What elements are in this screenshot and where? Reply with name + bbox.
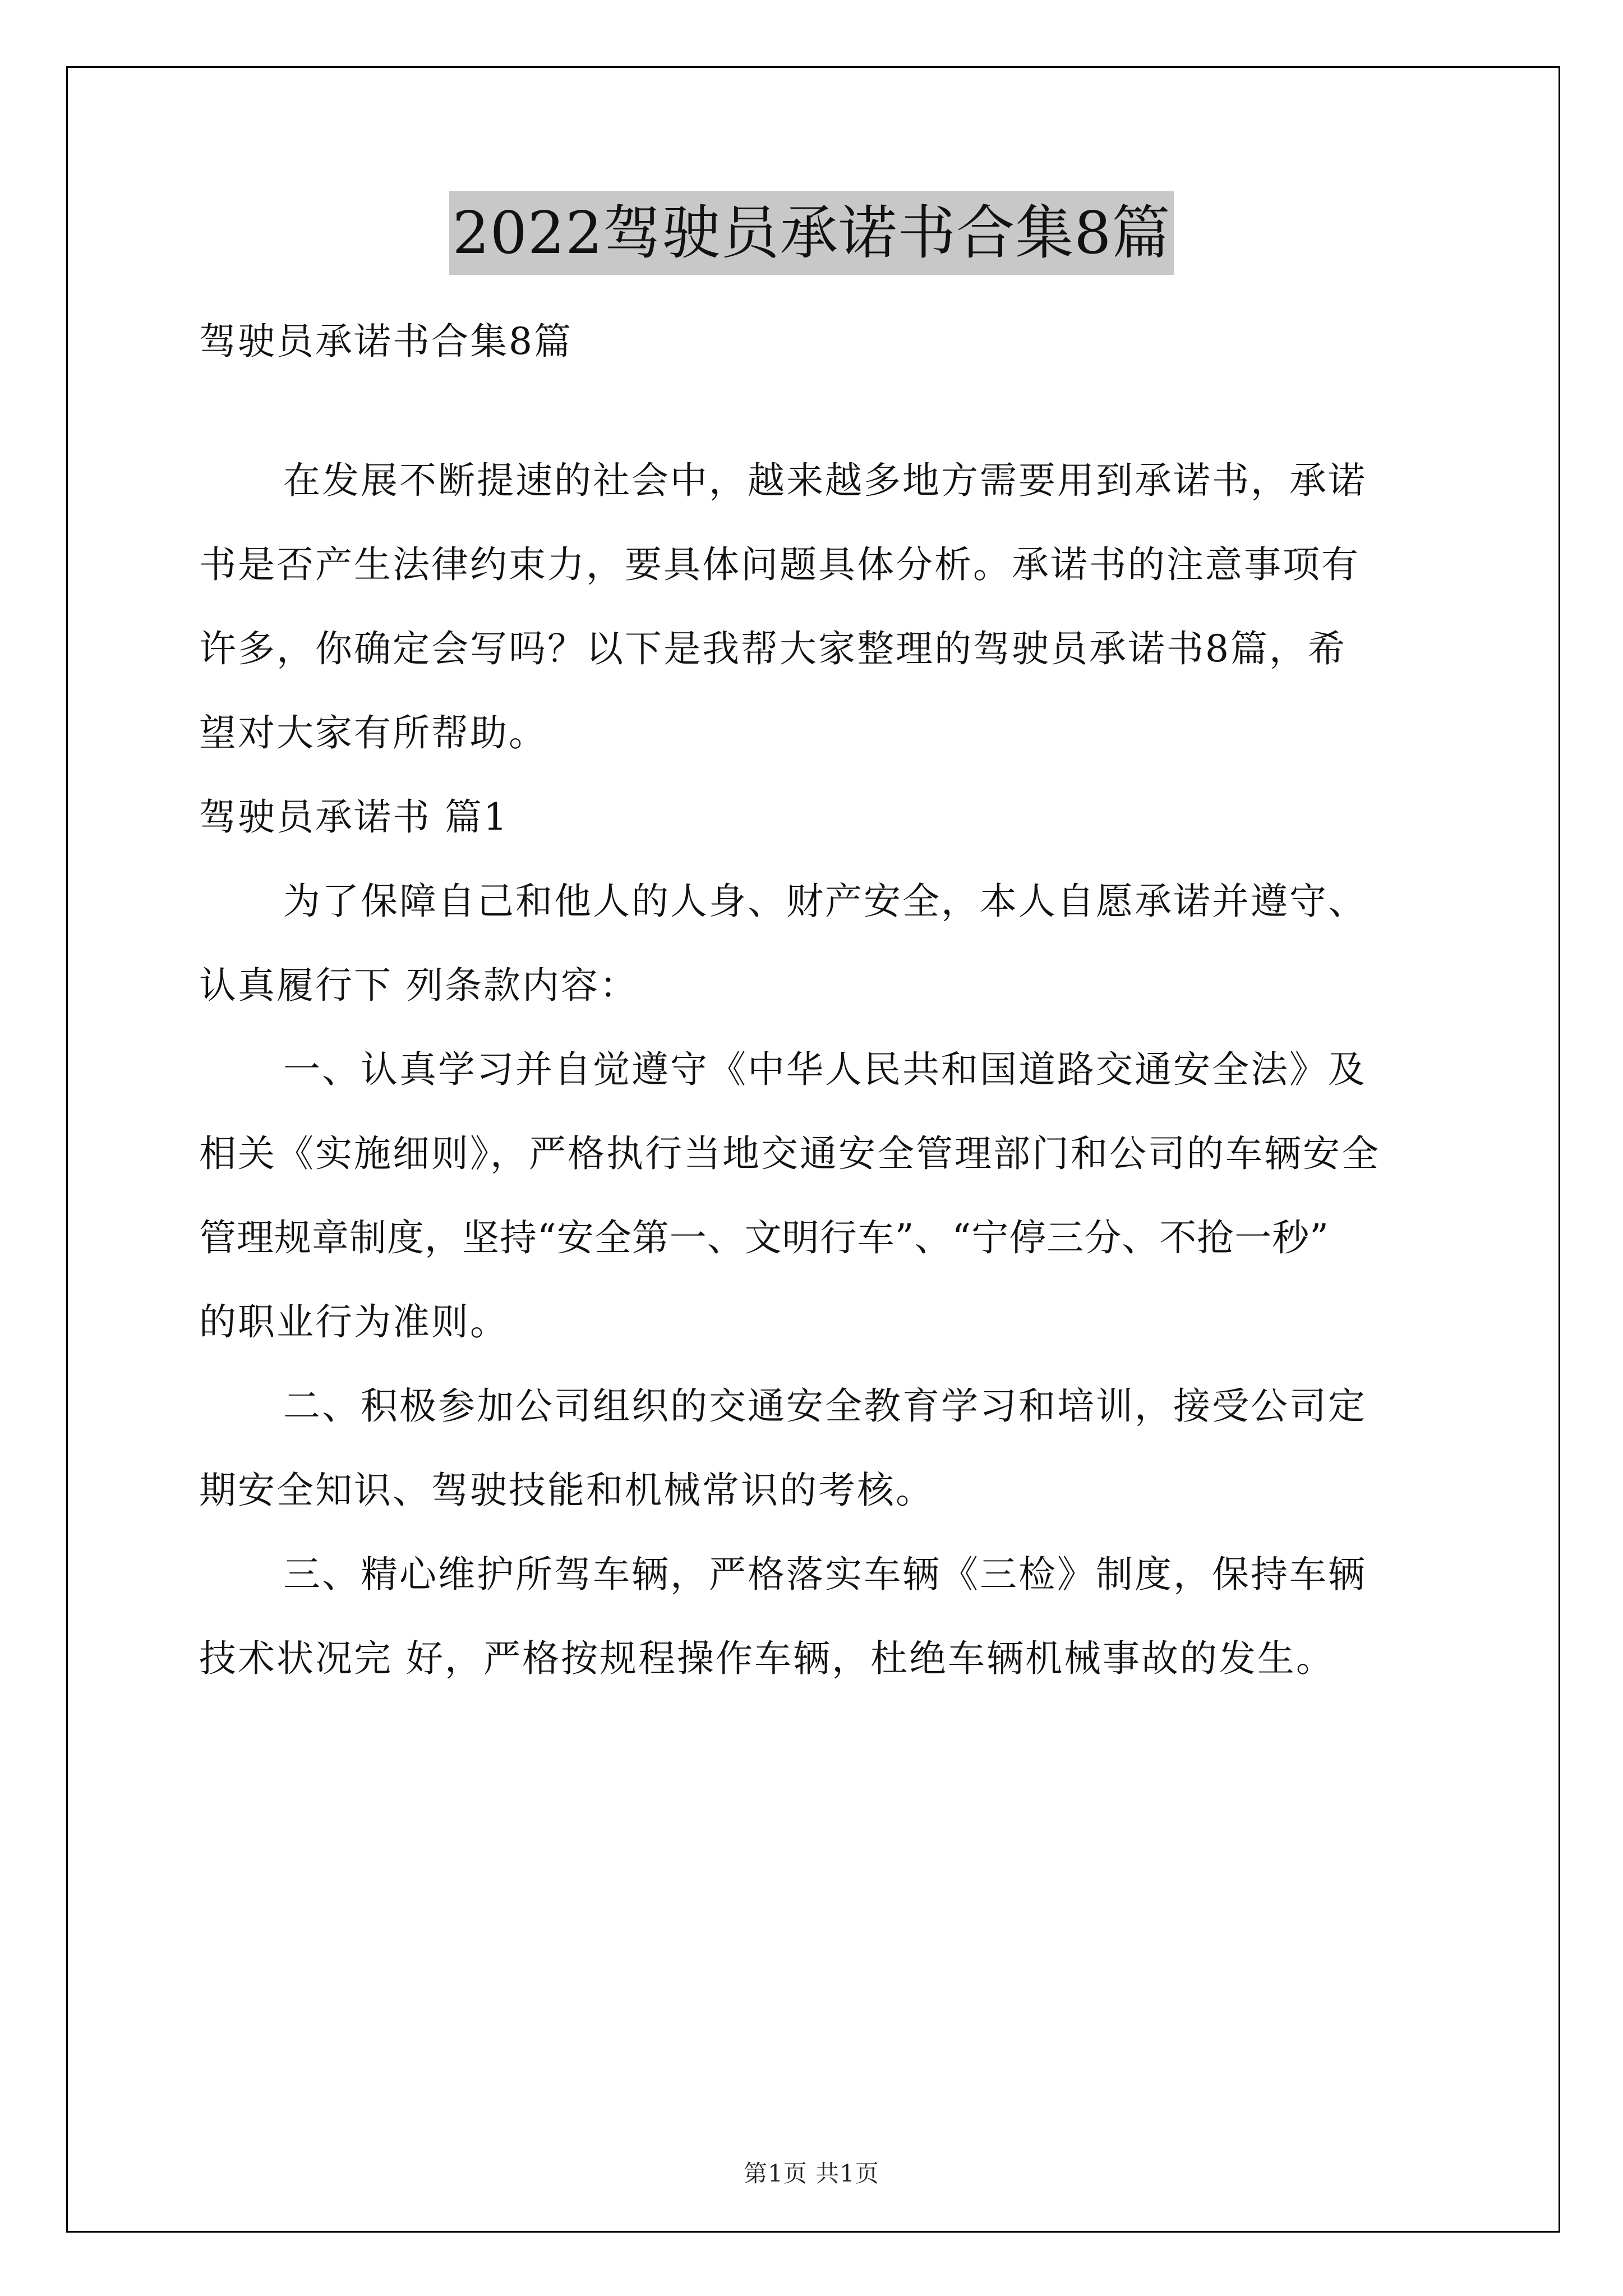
section-line: 技术状况完 好，严格按规程操作车辆，杜绝车辆机械事故的发生。 xyxy=(199,1637,1335,1680)
subtitle: 驾驶员承诺书合集8篇 xyxy=(199,320,573,363)
section-line: 一、认真学习并自觉遵守《中华人民共和国道路交通安全法》及 xyxy=(283,1048,1367,1091)
section-line: 认真履行下 列条款内容： xyxy=(199,964,638,1007)
section-line: 期安全知识、驾驶技能和机械常识的考核。 xyxy=(199,1469,934,1512)
intro-line: 许多，你确定会写吗？以下是我帮大家整理的驾驶员承诺书8篇，希 xyxy=(199,627,1347,670)
section-line: 管理规章制度，坚持“安全第一、文明行车”、“宁停三分、不抢一秒” xyxy=(199,1216,1329,1259)
title-container xyxy=(0,191,1623,275)
section-line: 相关《实施细则》，严格执行当地交通安全管理部门和公司的车辆安全 xyxy=(199,1132,1380,1175)
intro-line: 书是否产生法律约束力，要具体问题具体分析。承诺书的注意事项有 xyxy=(199,543,1360,586)
section-line: 为了保障自己和他人的人身、财产安全，本人自愿承诺并遵守、 xyxy=(283,880,1367,923)
intro-line: 在发展不断提速的社会中，越来越多地方需要用到承诺书，承诺 xyxy=(283,459,1367,502)
section-line: 二、积极参加公司组织的交通安全教育学习和培训，接受公司定 xyxy=(283,1384,1367,1428)
intro-line: 望对大家有所帮助。 xyxy=(199,711,547,754)
section-heading: 驾驶员承诺书 篇1 xyxy=(199,795,509,839)
document-title: 2022驾驶员承诺书合集8篇 xyxy=(449,191,1174,275)
section-line: 三、精心维护所驾车辆，严格落实车辆《三检》制度，保持车辆 xyxy=(283,1553,1367,1596)
page-footer: 第1页 共1页 xyxy=(744,2160,879,2187)
section-line: 的职业行为准则。 xyxy=(199,1300,509,1343)
